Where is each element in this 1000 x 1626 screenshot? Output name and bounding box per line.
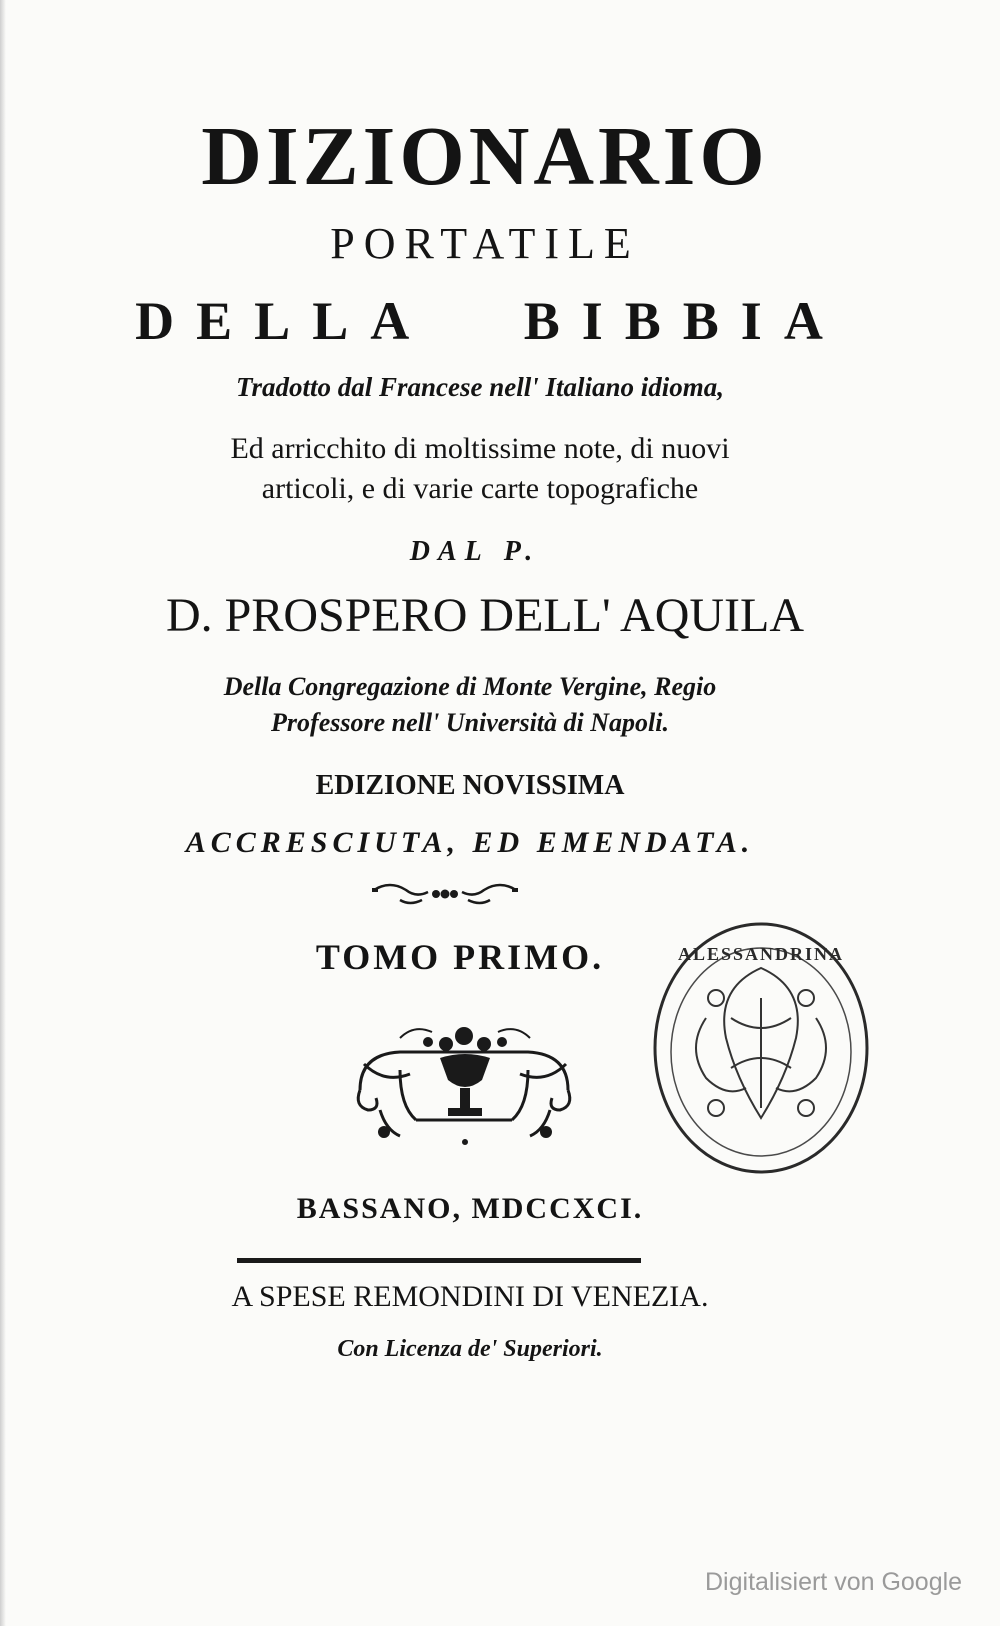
volume-label: TOMO PRIMO. bbox=[315, 937, 605, 977]
vase-garland-ornament-icon bbox=[340, 1010, 590, 1160]
author-affiliation-line2: Professore nell' Università di Napoli. bbox=[271, 708, 669, 737]
stamp-text: ALESSANDRINA bbox=[677, 944, 845, 964]
translation-note: Tradotto dal Francese nell' Italiano idioma, bbox=[235, 372, 725, 402]
library-stamp-icon bbox=[646, 918, 876, 1178]
book-subtitle-bibbia: DELLA BIBBIA bbox=[135, 291, 845, 351]
author-prefix: DAL P. bbox=[409, 536, 541, 567]
edition-label: EDIZIONE NOVISSIMA bbox=[315, 770, 625, 801]
place-year: BASSANO, MDCCXCI. bbox=[296, 1192, 644, 1225]
enrichment-note-line2: articoli, e di varie carte topografiche bbox=[261, 472, 699, 505]
author-affiliation-line1: Della Congregazione di Monte Vergine, Regio bbox=[223, 672, 717, 701]
book-title: DIZIONARIO bbox=[201, 110, 769, 203]
scroll-ornament-icon bbox=[370, 876, 520, 910]
book-subtitle-portatile: PORTATILE bbox=[330, 219, 640, 268]
license-note: Con Licenza de' Superiori. bbox=[337, 1336, 603, 1362]
publisher: A SPESE REMONDINI DI VENEZIA. bbox=[231, 1280, 709, 1313]
enrichment-note-line1: Ed arricchito di moltissime note, di nuovi bbox=[230, 432, 730, 465]
divider-rule bbox=[237, 1258, 641, 1263]
author-name: D. PROSPERO DELL' AQUILA bbox=[165, 589, 804, 642]
edition-detail: ACCRESCIUTA, ED EMENDATA. bbox=[185, 826, 755, 859]
digitization-watermark: Digitalisiert von Google bbox=[705, 1568, 963, 1596]
